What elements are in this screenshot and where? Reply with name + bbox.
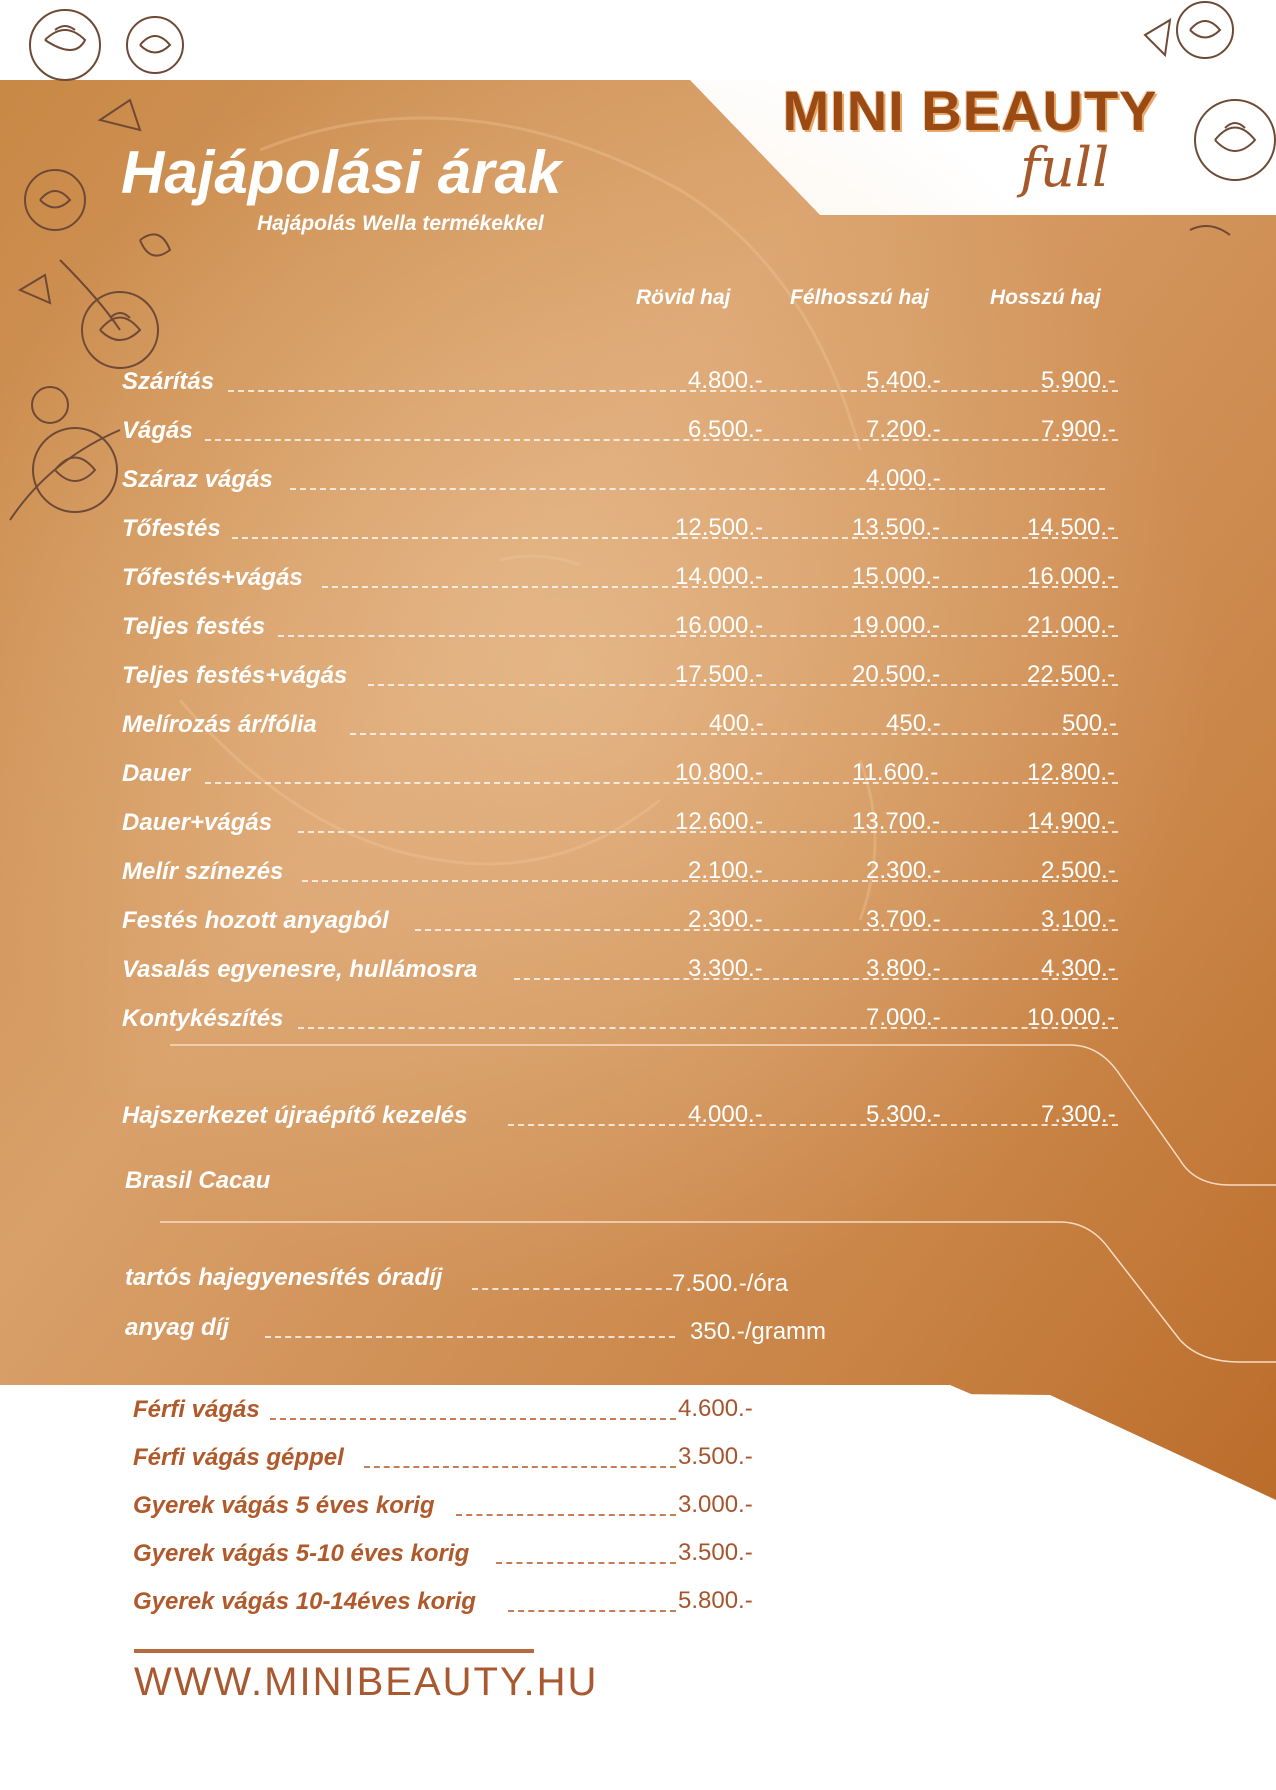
leader-dots	[508, 1610, 676, 1612]
price-short: 4.000.-	[688, 1101, 763, 1128]
leader-dots	[508, 1124, 1118, 1126]
price-short: 12.500.-	[675, 514, 764, 541]
price-row	[0, 760, 1276, 800]
treatment-row	[0, 1102, 1276, 1142]
price-short: 4.800.-	[688, 367, 763, 394]
extra-row	[0, 1588, 800, 1628]
price-row	[0, 564, 1276, 604]
price-short: 10.800.-	[675, 759, 764, 786]
leader-dots	[298, 1027, 1118, 1029]
straightening-label: tartós hajegyenesítés óradíj	[125, 1264, 443, 1291]
price-row	[0, 515, 1276, 555]
leader-dots	[364, 1466, 676, 1468]
service-label: Gyerek vágás 10-14éves korig	[133, 1588, 476, 1615]
service-label: Teljes festés	[122, 613, 266, 640]
price-row	[0, 466, 1276, 506]
price-long: 14.900.-	[1027, 808, 1116, 835]
brand-sub: full	[1020, 136, 1110, 199]
service-label: Kontykészítés	[122, 1005, 284, 1032]
price-short: 2.100.-	[688, 857, 763, 884]
price-row	[0, 662, 1276, 702]
service-label: Tőfestés	[122, 515, 221, 542]
leader-dots	[290, 488, 1105, 490]
price-short: 12.600.-	[675, 808, 764, 835]
price-long: 16.000.-	[1027, 563, 1116, 590]
extra-row	[0, 1444, 800, 1484]
leader-dots	[270, 1418, 676, 1420]
price-long: 500.-	[1062, 710, 1117, 737]
footer-divider	[134, 1649, 534, 1653]
price-row	[0, 368, 1276, 408]
price-medium: 13.500.-	[852, 514, 941, 541]
price-long: 10.000.-	[1027, 1004, 1116, 1031]
leader-dots	[265, 1336, 675, 1338]
leader-dots	[205, 439, 1118, 441]
service-price: 3.000.-	[678, 1491, 753, 1518]
price-long: 7.900.-	[1041, 416, 1116, 443]
price-long: 3.100.-	[1041, 906, 1116, 933]
service-label: Gyerek vágás 5-10 éves korig	[133, 1540, 470, 1567]
price-row	[0, 956, 1276, 996]
service-label: Hajszerkezet újraépítő kezelés	[122, 1102, 468, 1129]
price-row	[0, 1005, 1276, 1045]
service-label: Vágás	[122, 417, 193, 444]
price-long: 7.300.-	[1041, 1101, 1116, 1128]
price-row	[0, 809, 1276, 849]
service-label: Férfi vágás	[133, 1396, 260, 1423]
price-medium: 13.700.-	[852, 808, 941, 835]
price-short: 400.-	[709, 710, 764, 737]
price-long: 14.500.-	[1027, 514, 1116, 541]
service-price: 4.600.-	[678, 1395, 753, 1422]
service-label: Festés hozott anyagból	[122, 907, 389, 934]
price-row	[0, 417, 1276, 457]
price-short: 6.500.-	[688, 416, 763, 443]
service-price: 3.500.-	[678, 1443, 753, 1470]
price-row	[0, 858, 1276, 898]
price-short: 3.300.-	[688, 955, 763, 982]
price-medium: 450.-	[886, 710, 941, 737]
price-medium: 3.700.-	[866, 906, 941, 933]
price-row	[0, 711, 1276, 751]
price-medium: 7.000.-	[866, 1004, 941, 1031]
service-label: Melír színezés	[122, 858, 284, 885]
service-price: 5.800.-	[678, 1587, 753, 1614]
treatment-brand: Brasil Cacau	[125, 1167, 271, 1194]
price-short: 17.500.-	[675, 661, 764, 688]
service-label: Férfi vágás géppel	[133, 1444, 344, 1471]
service-label: Szárítás	[122, 368, 215, 395]
price-short: 16.000.-	[675, 612, 764, 639]
material-price: 350.-/gramm	[690, 1318, 827, 1345]
price-medium: 4.000.-	[866, 465, 941, 492]
price-long: 4.300.-	[1041, 955, 1116, 982]
extra-row	[0, 1396, 800, 1436]
price-medium: 19.000.-	[852, 612, 941, 639]
price-medium: 20.500.-	[852, 661, 941, 688]
page-title: Hajápolási árak	[121, 139, 562, 206]
leader-dots	[472, 1288, 672, 1290]
price-long: 12.800.-	[1027, 759, 1116, 786]
price-short: 2.300.-	[688, 906, 763, 933]
brand-name: MINI BEAUTY	[782, 79, 1158, 142]
leader-dots	[496, 1562, 676, 1564]
leader-dots	[456, 1514, 676, 1516]
service-label: Tőfestés+vágás	[122, 564, 303, 591]
price-long: 2.500.-	[1041, 857, 1116, 884]
leader-dots	[514, 978, 1118, 980]
leader-dots	[228, 390, 1118, 392]
service-label: Melírozás ár/fólia	[122, 711, 317, 738]
service-label: Teljes festés+vágás	[122, 662, 348, 689]
service-label: Dauer	[122, 760, 191, 787]
price-long: 5.900.-	[1041, 367, 1116, 394]
price-row	[0, 613, 1276, 653]
service-price: 3.500.-	[678, 1539, 753, 1566]
price-medium: 5.300.-	[866, 1101, 941, 1128]
column-header-medium: Félhosszú haj	[790, 286, 929, 309]
service-label: Vasalás egyenesre, hullámosra	[122, 956, 478, 983]
price-row	[0, 907, 1276, 947]
material-label: anyag díj	[125, 1314, 230, 1341]
column-header-short: Rövid haj	[636, 286, 731, 309]
price-short: 14.000.-	[675, 563, 764, 590]
service-label: Dauer+vágás	[122, 809, 273, 836]
price-medium: 11.600.-	[852, 759, 939, 786]
column-header-long: Hosszú haj	[990, 286, 1101, 309]
price-long: 21.000.-	[1027, 612, 1116, 639]
service-label: Gyerek vágás 5 éves korig	[133, 1492, 435, 1519]
extra-row	[0, 1492, 800, 1532]
service-label: Száraz vágás	[122, 466, 273, 493]
price-medium: 15.000.-	[852, 563, 941, 590]
price-medium: 7.200.-	[866, 416, 941, 443]
extra-row	[0, 1540, 800, 1580]
straightening-price: 7.500.-/óra	[672, 1270, 789, 1297]
price-medium: 3.800.-	[866, 955, 941, 982]
price-medium: 2.300.-	[866, 857, 941, 884]
website-link[interactable]: WWW.MINIBEAUTY.HU	[134, 1660, 599, 1704]
price-long: 22.500.-	[1027, 661, 1116, 688]
leader-dots	[415, 929, 1118, 931]
price-medium: 5.400.-	[866, 367, 941, 394]
page-subtitle: Hajápolás Wella termékekkel	[257, 212, 544, 235]
leader-dots	[205, 782, 1118, 784]
brand-logo	[760, 78, 1180, 199]
